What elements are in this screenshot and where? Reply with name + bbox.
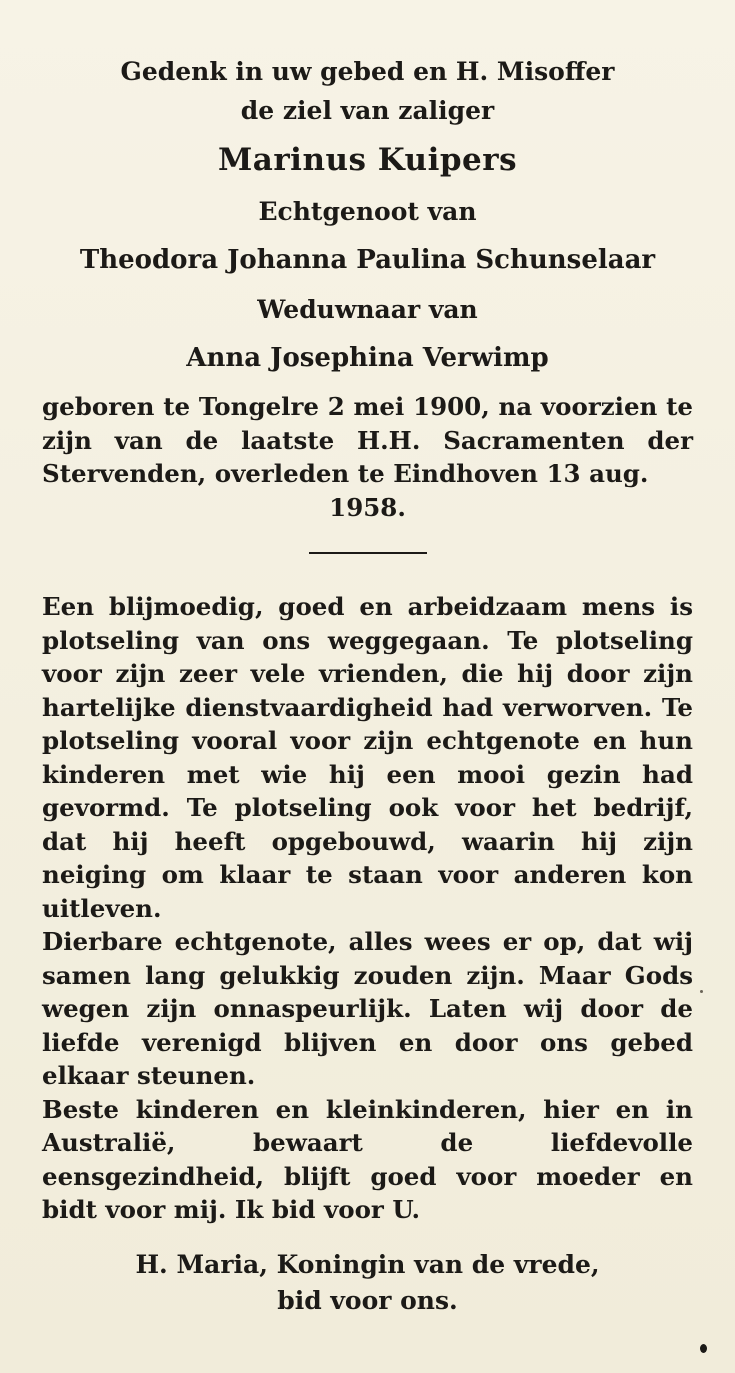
former-spouse-name: Anna Josephina Verwimp: [186, 343, 549, 373]
closing-line-2: bid voor ons.: [277, 1285, 458, 1315]
spouse-name: Theodora Johanna Paulina Schunselaar: [79, 245, 656, 275]
paper-speck: [700, 990, 703, 993]
intro-line-1: Gedenk in uw gebed en H. Misoffer: [120, 57, 615, 86]
spouse-label: Echtgenoot van: [258, 197, 477, 226]
divider: [309, 552, 427, 554]
closing-prayer: [42, 1247, 693, 1319]
paragraph-2: Dierbare echtgenote, alles wees er op, dat wij samen lang gelukkig zouden zijn. Maar Gods wegen zijn onnaspeurlijk. Laten wij door de liefde verenigd blijven en door ons gebed elkaar steunen.: [42, 927, 693, 1090]
intro-block: [42, 52, 693, 130]
closing-line-1: H. Maria, Koningin van de vrede,: [135, 1249, 600, 1279]
paragraph-3: Beste kinderen en kleinkinderen, hier en in Australië, bewaart de liefdevolle eensgezindheid, blijft goed voor moeder en bidt voor mij. Ik bid voor U.: [42, 1094, 693, 1224]
widower-label: Weduwnaar van: [257, 295, 478, 324]
deceased-name: Marinus Kuipers: [217, 142, 518, 178]
intro-line-2: de ziel van zaliger: [240, 96, 495, 125]
memorial-text: [42, 590, 693, 1227]
paragraph-1: Een blijmoedig, goed en arbeidzaam mens is plotseling van ons weggegaan. Te plotseling voor zijn zeer vele vrienden, die hij door zijn hartelijke dienstvaardigheid had verworven. Te plotseling vooral voor zijn echtgenote en hun kinderen met wie hij een mooi gezin had gevormd. Te plotseling ook voor het bedrijf, dat hij heeft opgebouwd, waarin hij zijn neiging om klaar te staan voor anderen kon uitleven.: [42, 592, 693, 923]
ink-dot: [700, 1344, 707, 1353]
life-details-text: geboren te Tongelre 2 mei 1900, na voorzien te zijn van de laatste H.H. Sacramenten der Stervenden, overleden te Eindhoven 13 aug.: [42, 392, 693, 488]
death-year: 1958.: [329, 492, 406, 522]
life-details: [42, 390, 693, 524]
